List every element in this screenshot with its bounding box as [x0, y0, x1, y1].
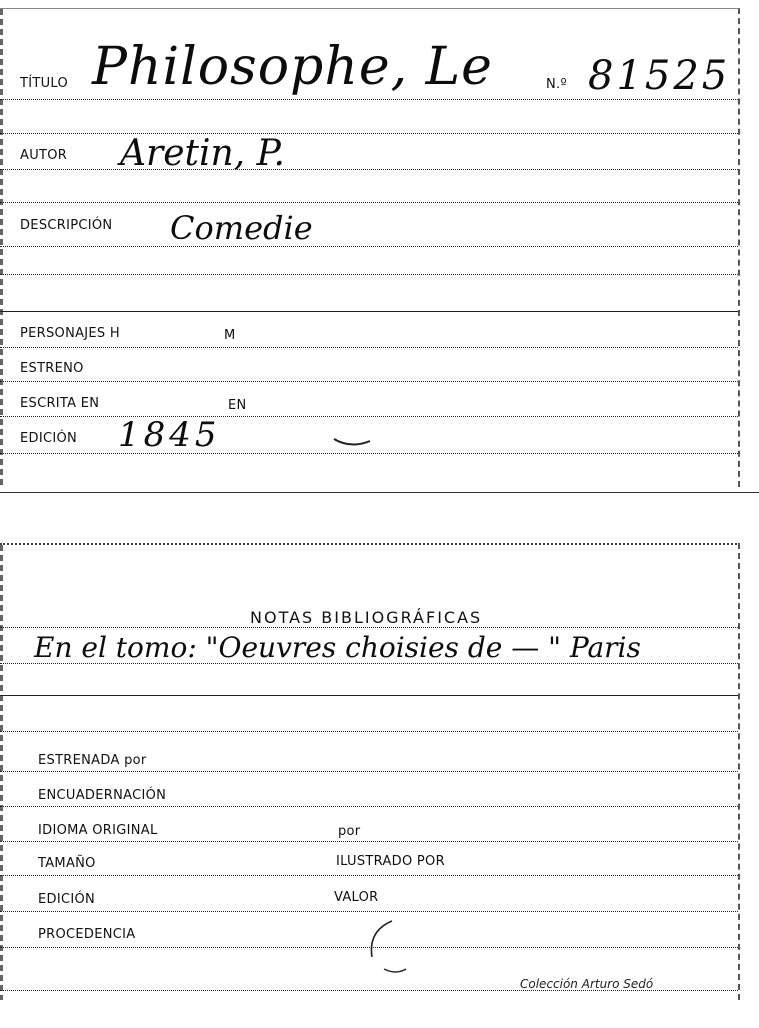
encuadernacion-rule [0, 806, 738, 807]
blank-rule-b [0, 731, 738, 732]
numero-value: 81525 [588, 53, 731, 99]
edicion-value: 1845 [118, 415, 221, 455]
personajes-label: PERSONAJES H [20, 326, 120, 341]
notas-rule [0, 663, 738, 664]
tamano-label: TAMAÑO [38, 856, 96, 871]
edicion-back-rule [0, 911, 738, 912]
descripcion-rule [0, 246, 738, 247]
blank-rule-2 [0, 202, 738, 203]
stamp-mark [362, 917, 422, 977]
catalog-card-front [0, 8, 740, 487]
personajes-m-label: M [224, 328, 236, 343]
catalog-card-back [0, 543, 740, 1000]
autor-rule [0, 169, 738, 170]
cards-separator [0, 492, 759, 493]
idioma-label: IDIOMA ORIGINAL [38, 823, 158, 838]
encuadernacion-label: ENCUADERNACIÓN [38, 788, 167, 803]
escrita-label: ESCRITA EN [20, 396, 100, 411]
estrenada-label: ESTRENADA por [38, 753, 147, 768]
valor-label: VALOR [334, 890, 379, 905]
ilustrado-label: ILUSTRADO POR [336, 854, 445, 869]
por-label: por [338, 824, 361, 839]
titulo-value: Philosophe, Le [92, 37, 493, 97]
section-rule [0, 311, 738, 312]
titulo-rule [0, 99, 738, 100]
numero-label: N.º [546, 77, 567, 92]
descripcion-value: Comedie [170, 209, 313, 247]
notas-heading-rule [0, 627, 738, 628]
blank-rule-1 [0, 133, 738, 134]
stamp-mark [326, 399, 376, 449]
descripcion-label: DESCRIPCIÓN [20, 218, 113, 233]
edicion-back-label: EDICIÓN [38, 892, 96, 907]
footer-rule [0, 990, 738, 991]
estrenada-rule [0, 771, 738, 772]
personajes-rule [0, 347, 738, 348]
card-edge [0, 545, 3, 1000]
escrita-en-label: EN [228, 398, 247, 413]
estreno-label: ESTRENO [20, 361, 84, 376]
edicion-rule [0, 453, 738, 454]
coleccion-footer: Colección Arturo Sedó [520, 977, 654, 991]
blank-rule-3 [0, 274, 738, 275]
procedencia-label: PROCEDENCIA [38, 927, 136, 942]
autor-label: AUTOR [20, 148, 68, 163]
blank-rule-a [0, 695, 738, 696]
edicion-label: EDICIÓN [20, 431, 78, 446]
tamano-rule [0, 875, 738, 876]
idioma-rule [0, 841, 738, 842]
notas-heading: NOTAS BIBLIOGRÁFICAS [250, 608, 483, 627]
titulo-label: TÍTULO [20, 76, 69, 91]
autor-value: Aretin, P. [120, 133, 285, 174]
estreno-rule [0, 381, 738, 382]
notas-value: En el tomo: "Oeuvres choisies de — " Paris [34, 631, 641, 664]
